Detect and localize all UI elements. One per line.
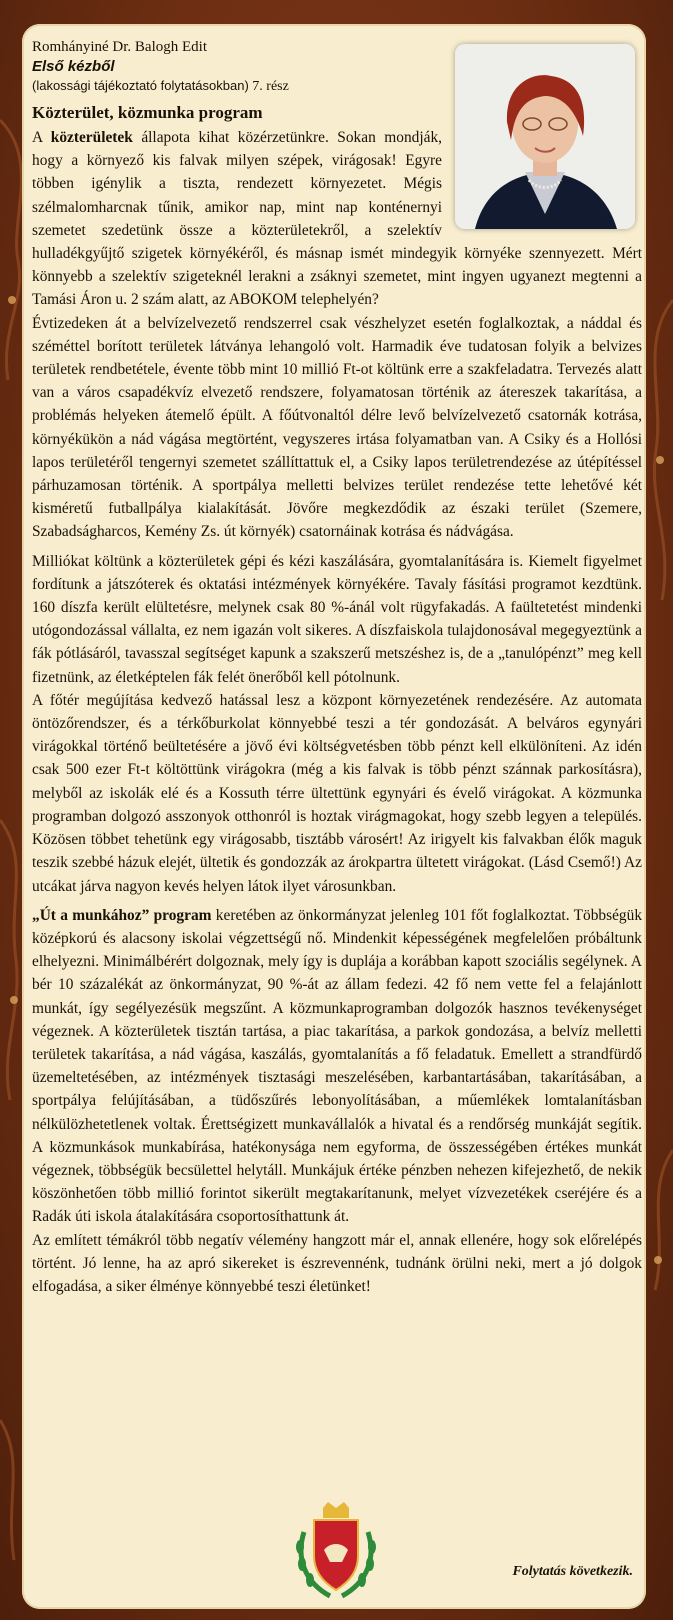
paragraph-6: Az említett témákról több negatív vélemény hangzott már el, annak ellenére, hogy sok előrelépés történt. Jó lenne, ha az apró sikereket is észrevennénk, tudnánk örülni neki, mert a jó dolgok elfogadása, a siker élménye könnyebbé teszi életünket! <box>32 1231 642 1295</box>
p1-rest: állapota kihat közérzetünkre. Sokan mondják, hogy a környező kis falvak milyen szépek, virágosak! Egyre többen igénylik a tiszta, rendezett környezetet. Mégis szélmalomharcnak tűnik, amikor nap, mint nap konténernyi szemetet szedetünk össze a közterületekről, a szelektív hulladékgyűjtő szigetek környékéről, és másnap ismét mindegyik környéke szennyezett. Mért könnyebb a szelektív szigeteknél lerakni a zsáknyi szemetet, mint ingyen ugyanezt megtenni a Tamási Áron u. 2 szám alatt, az ABOKOM telephelyén? <box>32 129 642 309</box>
subtitle-part: 7. rész <box>252 79 289 94</box>
paragraph-4: A főtér megújítása kedvező hatással lesz a központ környezetének rendezésére. Az automata öntözőrendszer, és a térkőburkolat könnyebbé teszi a tér gondozását. A belváros egynyári virágokkal történő beültetésére a jövő évi költségvetésben több pénzt kell elkülöníteni. Az idén csak 500 ezer Ft-t költöttünk virágokra (még a kis falvak is több pénzt szánnak parkosításra), melyből az iskolák elé és a Kossuth térre ültettünk egynyári és évelő virágokat. A közmunka programban dolgozó asszonyok otthonról is hoztak virágmagokat, hogy szebb legyen a település. Közösen többet tehetünk egy virágosabb, tisztább városért! Az irigyelt kis falvakban élők maguk teszik szebbé házuk elejét, ültetik és gondozzák az árokpartra ültetett virágokat. (Lásd Csemő!) Az utcákat járva nagyon kevés helyen látok ilyet városunkban. <box>32 691 642 895</box>
p5-rest: keretében az önkormányzat jelenleg 101 főt foglalkoztat. Többségük középkorú és alacsony iskolai végzettségű nő. Mindenkit képességének megfelelően próbáltunk elhelyezni. Minimálbérért dolgoznak, mely így is duplája a korábban kapott szociális segélynek. A bér 10 százalékát az önkormányzat, 90 %-át az állam fedezi. 42 fő nem vette fel a felajánlott munkát, így segélyezésük megszűnt. A közmunkaprogramban dolgozók hasznos tevékenységet végeznek. A közterületek tisztán tartása, a piac takarítása, a parkok gondozása, a belvíz melletti területek takarítása, a nád vágása, kaszálás, gyomtalanítás a fő feladatuk. Emellett a strandfürdő üzemeltetésében, az intézmények tisztasági meszelésében, karbantartásában, takarításában, a sportpálya felújításában, a tüdőszűrés lebonyolításában, a műemlékek lomtalanításban nélkülözhetetlenek voltak. Érettségizett munkavállalók a hivatal és a rendőrség munkáját segítik. A közmunkások munkabírása, hatékonysága nem egyforma, de összességében értékes munkát végeznek, többségük becsülettel helytáll. Munkájuk értéke pénzben nehezen kifejezhető, de nekik köszönhetően több millió forintot sikerült megtakarítanunk, melyet vízvezetékek cseréjére és a Radák úti iskola átalakítására csoportosíthattunk át. <box>32 906 643 1226</box>
article-content <box>32 38 642 1298</box>
subtitle-paren: (lakossági tájékoztató folytatásokban) <box>32 78 249 93</box>
p5-bold: „Út a munkához” program <box>32 906 212 924</box>
p1-bold: közterületek <box>50 129 133 146</box>
paragraph-3: Milliókat költünk a közterületek gépi és kézi kaszálására, gyomtalanítására is. Kiemelt figyelmet fordítunk a játszóterek és oktatási intézmények környékére. Tavaly fásítási programot kezdtünk. 160 díszfa került elültetésre, melynek csak 80 %-ánál volt rügyfakadás. A faültetetést mindenki utógondozással vállalta, ez nem igazán volt sikeres. A díszfaiskola tulajdonosával megegyeztünk a fák pótlásáról, tavasszal segítséget kapunk a szakszerű metszéshez is, de a „tanulópénzt” meg kell fizetnünk, az életképtelen fák felét önerőből kell pótolnunk. <box>32 552 642 686</box>
article-headline: Közterület, közmunka program <box>32 103 263 122</box>
paragraph-5 <box>32 904 642 1229</box>
paragraph-2: Évtizedeken át a belvízelvezető rendszerrel csak vészhelyzet esetén foglalkoztak, a náddal és széméttel borított területek látványa lehangoló volt. Harmadik éve tudatosan folyik a belvizes területek rendbetétele, évente több mint 10 millió Ft-ot költünk erre a szakfeladatra. Tervezés alatt van a város csapadékvíz elvezető rendszere, folyamatosan történik az átereszek takarítása, a problémás helyeken átemelő épült. A főútvonaltól délre levő belvízelvezető csatornák kotrása, környékükön a nád vágása megtörtént, vegyszeres irtása folyamatban van. A Csiky és a Hollósi lapos területéről tengernyi szemetet szállíttattuk el, a Csiky lapos területrendezése az útépítéssel párhuzamosan történik. A sportpálya melletti belvizes terület rendezése tette lehetővé két kisméretű futballpálya kialakítását. Jövőre megkezdődik az északi terület (Szemere, Szabadságharcos, Kemény Zs. út környék) csatornáinak kotrása és nádvágása. <box>32 314 642 541</box>
town-crest-icon <box>290 1502 382 1602</box>
author-name: Romhányiné Dr. Balogh Edit <box>32 39 207 55</box>
p1-lead: A <box>32 129 51 146</box>
photo-spacer <box>442 38 642 224</box>
series-title: Első kézből <box>32 58 115 75</box>
continued-signoff: Folytatás következik. <box>512 1564 633 1579</box>
